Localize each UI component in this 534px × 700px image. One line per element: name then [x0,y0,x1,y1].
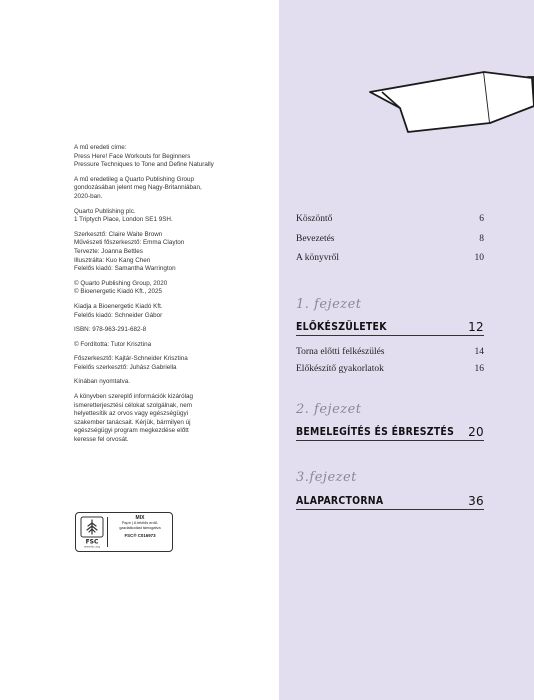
imprint-line: Press Here! Face Workouts for Beginners [74,152,191,160]
isbn-block [74,326,274,335]
printed-in-block [74,378,274,387]
fsc-paper-line: Papír | A felelős erdő- [121,521,159,525]
chapter-label: 1. fejezet [296,297,362,312]
imprint-line: 2020-ban. [74,192,103,200]
toc-entry-page: 16 [474,364,484,374]
imprint-text [74,144,274,451]
chapter-heading[interactable] [296,425,484,441]
fsc-website: www.fsc.org [84,545,100,548]
fsc-label [75,512,173,552]
toc-entry-title: Torna előtti felkészülés [296,347,385,357]
fsc-mix: MIX [135,515,145,521]
imprint-line: gondozásában jelent meg Nagy-Britanniában, [74,184,202,192]
fsc-text [110,516,170,538]
toc-entry-page: 6 [479,214,484,224]
editors-block [74,355,274,372]
credits-block [74,231,274,274]
chapter-label: 2. fejezet [296,402,362,417]
chapter-page: 20 [468,425,484,439]
publisher-block [74,303,274,320]
ribbon-banner-icon [360,56,534,136]
imprint-line: Quarto Publishing plc. [74,207,136,215]
imprint-line: egészségügyi program megkezdése előtt [74,427,189,435]
toc-entry[interactable] [296,253,484,263]
toc-entry[interactable] [296,364,484,374]
imprint-line: Kiadja a Bioenergetic Kiadó Kft. [74,302,163,310]
imprint-line: Főszerkesztő: Kajtár-Schneider Krisztina [74,355,188,363]
imprint-line: Művészeti főszerkesztő: Emma Clayton [74,239,185,247]
fsc-divider [107,517,108,547]
toc-entry-title: Bevezetés [296,234,335,244]
imprint-line: Szerkesztő: Claire Waite Brown [74,230,163,238]
fsc-code: FSC® C016973 [124,533,156,538]
toc-entry[interactable] [296,347,484,357]
imprint-line: keresse fel orvosát. [74,436,129,444]
imprint-line: ismeretterjesztési célokat szolgálnak, nem [74,401,192,409]
toc-entry-page: 10 [474,253,484,263]
toc-entry-page: 8 [479,234,484,244]
imprint-line: Felelős szerkesztő: Juhász Gabriella [74,363,177,371]
fsc-logo-text: FSC [85,538,99,546]
fsc-tree-icon [80,516,104,548]
imprint-line: A mű eredetileg a Quarto Publishing Group [74,175,195,183]
imprint-line: Tervezte: Joanna Bettles [74,247,143,255]
chapter-title: BEMELEGÍTÉS ÉS ÉBRESZTÉS [296,425,455,438]
toc-entry[interactable] [296,234,484,244]
imprint-line: © Bioenergetic Kiadó Kft., 2025 [74,288,162,296]
imprint-line: © Quarto Publishing Group, 2020 [74,279,168,287]
toc-entry-title: A könyvről [296,253,340,263]
publisher-address-block [74,208,274,225]
fsc-paper-line: gazdálkodást támogatva [119,526,161,530]
imprint-line: Kínában nyomtatva. [74,378,131,386]
imprint-line: Felelős kiadó: Samantha Warrington [74,265,176,273]
imprint-line: A mű eredeti címe: [74,144,127,151]
toc-entry-title: Köszöntő [296,214,333,224]
translator-block [74,341,274,350]
chapter-page: 36 [468,494,484,508]
chapter-label: 3.fejezet [296,470,357,485]
chapter-heading[interactable] [296,320,484,336]
copyright-block [74,280,274,297]
imprint-line: helyettesítik az orvos vagy egészségügyi [74,410,189,418]
imprint-line: szakember tanácsait. Kérjük, bármilyen új [74,418,191,426]
original-title-block [74,144,274,170]
chapter-page: 12 [468,320,484,334]
imprint-line: Illusztrálta: Kuo Kang Chen [74,256,151,264]
toc-entry-title: Előkészítő gyakorlatok [296,364,384,374]
chapter-title: ELŐKÉSZÜLETEK [296,320,387,333]
imprint-line: ISBN: 978-963-291-682-8 [74,326,147,334]
toc-entry-page: 14 [474,347,484,357]
imprint-line: 1 Triptych Place, London SE1 9SH. [74,216,173,224]
imprint-line: Pressure Techniques to Tone and Define Naturally [74,161,214,169]
disclaimer-block [74,393,274,445]
imprint-line: © Fordította: Tutor Krisztina [74,340,152,348]
chapter-heading[interactable] [296,494,484,510]
imprint-line: Felelős kiadó: Schneider Gábor [74,311,163,319]
original-publisher-block [74,176,274,202]
chapter-title: ALAPARCTORNA [296,494,384,507]
imprint-line: A könyvben szereplő információk kizárólag [74,393,194,401]
toc-entry[interactable] [296,214,484,224]
